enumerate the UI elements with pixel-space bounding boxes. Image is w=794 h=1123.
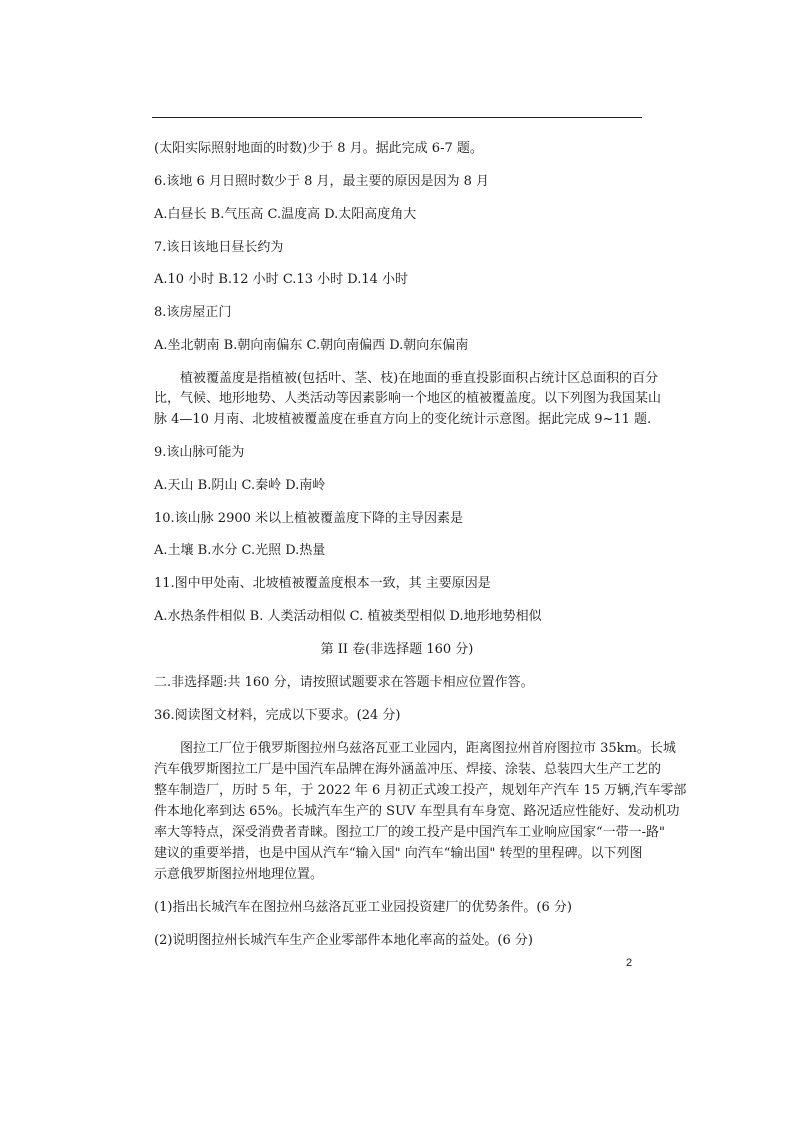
passage-tula-line-6: 建议的重要举措，也是中国从汽车“输入国" 向汽车“输出国" 转型的里程碑。以下列图: [154, 846, 643, 861]
passage-tula-line-4: 件本地化率到达 65%。长城汽车生产的 SUV 车型具有车身宽、路况适应性能好、发动机功: [154, 804, 680, 819]
passage-tula-line-3: 整车制造厂，历时 5 年，于 2022 年 6 月初正式竣工投产，规划年产汽车 15 万辆,汽车零部: [154, 783, 687, 798]
question-36: 36.阅读图文材料，完成以下要求。(24 分): [154, 708, 401, 723]
question-6-options: A.白昼长 B.气压高 C.温度高 D.太阳高度角大: [154, 207, 417, 222]
question-11: 11.图中甲处南、北坡植被覆盖度根本一致，其 主要原因是: [154, 576, 491, 591]
header-rule: [152, 117, 642, 118]
question-7: 7.该日该地日昼长约为: [154, 240, 284, 255]
passage-tula-line-1: 图拉工厂位于俄罗斯图拉州乌兹洛瓦亚工业园内，距离图拉州首府图拉市 35km。长城: [180, 741, 676, 756]
question-11-options: A.水热条件相似 B. 人类活动相似 C. 植被类型相似 D.地形地势相似: [154, 609, 542, 624]
passage-vegetation-line-3: 脉 4—10 月南、北坡植被覆盖度在垂直方向上的变化统计示意图。据此完成 9~11 题.: [154, 412, 652, 427]
question-9: 9.该山脉可能为: [154, 445, 245, 460]
question-8: 8.该房屋正门: [154, 305, 232, 320]
question-9-options: A.天山 B.阴山 C.秦岭 D.南岭: [154, 478, 326, 493]
question-36-part-2: (2)说明图拉州长城汽车生产企业零部件本地化率高的益处。(6 分): [154, 933, 533, 948]
section-2-instructions: 二.非选择题:共 160 分，请按照试题要求在答题卡相应位置作答。: [154, 675, 534, 690]
passage-tula-line-2: 汽车俄罗斯图拉工厂是中国汽车品牌在海外涵盖冲压、焊接、涂装、总装四大生产工艺的: [154, 762, 662, 777]
passage-tula-line-7: 示意俄罗斯图拉州地理位置。: [154, 867, 324, 882]
question-8-options: A.坐北朝南 B.朝向南偏东 C.朝向南偏西 D.朝向东偏南: [154, 338, 469, 353]
question-36-part-1: (1)指出长城汽车在图拉州乌兹洛瓦亚工业园投资建厂的优势条件。(6 分): [154, 900, 572, 915]
passage-tula-line-5: 率大等特点，深受消费者青睐。图拉工厂的竣工投产是中国汽车工业响应国家“一带一-路": [154, 825, 666, 840]
question-6: 6.该地 6 月日照时数少于 8 月，最主要的原因是因为 8 月: [154, 174, 490, 189]
page-number: 2: [626, 957, 633, 969]
intro-continuation: (太阳实际照射地面的时数)少于 8 月。据此完成 6-7 题。: [154, 141, 483, 156]
passage-vegetation-line-1: 植被覆盖度是指植被(包括叶、茎、枝)在地面的垂直投影面积占统计区总面积的百分: [180, 371, 659, 386]
section-2-title: 第 II 卷(非选择题 160 分): [320, 642, 474, 657]
question-10-options: A.土壤 B.水分 C.光照 D.热量: [154, 543, 326, 558]
passage-vegetation-line-2: 比，气候、地形地势、人类活动等因素影响一个地区的植被覆盖度。以下列图为我国某山: [154, 391, 662, 406]
question-10: 10.该山脉 2900 米以上植被覆盖度下降的主导因素是: [154, 511, 464, 526]
question-7-options: A.10 小时 B.12 小时 C.13 小时 D.14 小时: [154, 272, 409, 287]
